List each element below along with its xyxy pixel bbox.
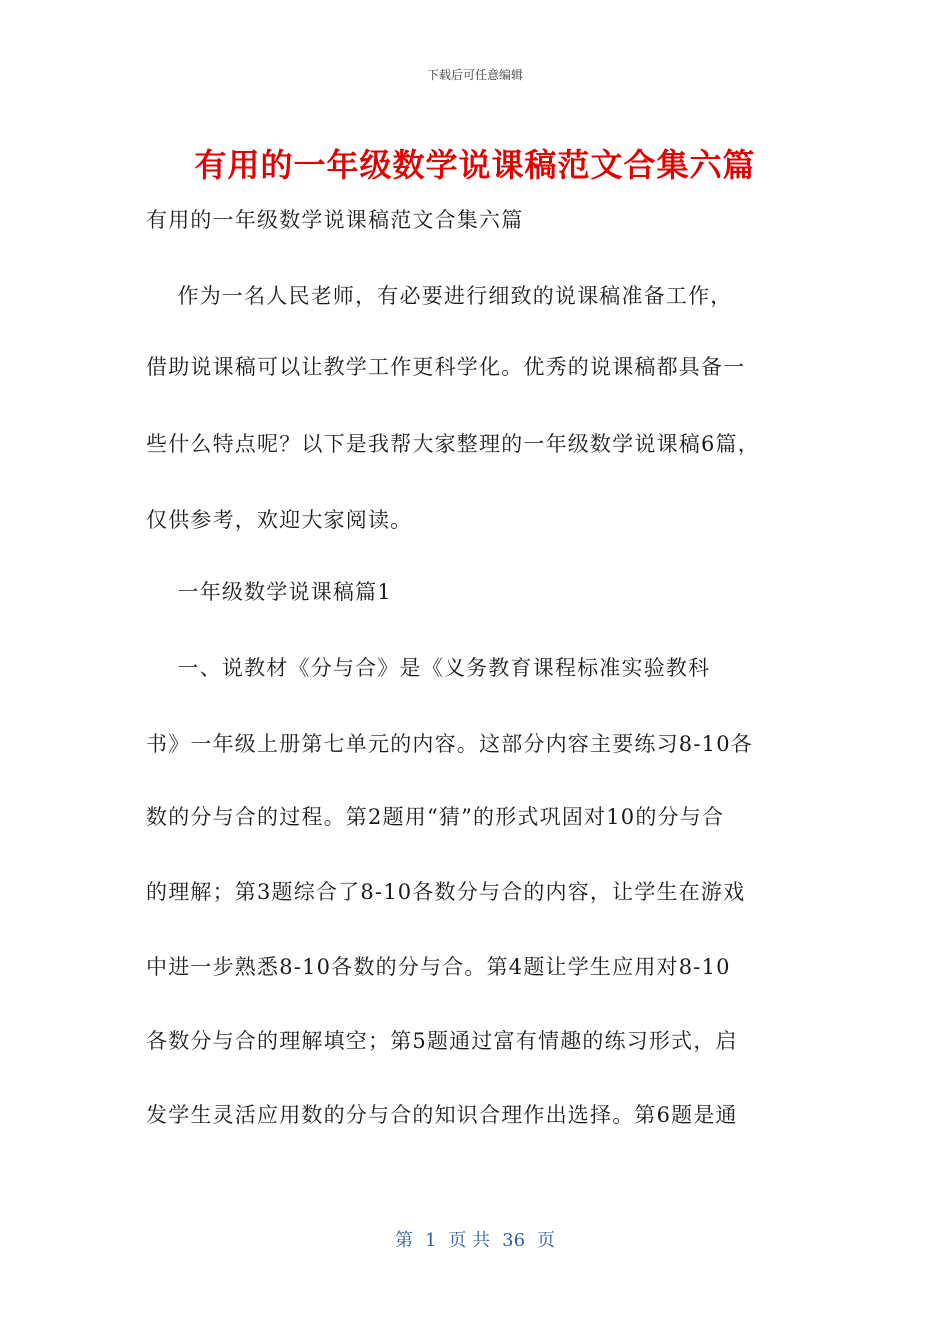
body-line-12: 各数分与合的理解填空；第5题通过富有情趣的练习形式，启 (146, 1029, 738, 1053)
body-line-10: 的理解；第3题综合了8-10各数分与合的内容，让学生在游戏 (146, 880, 746, 904)
footer-suffix: 页 (537, 1230, 556, 1251)
footer-prefix: 第 (394, 1230, 413, 1251)
page-footer (0, 1226, 950, 1252)
footer-page-number: 1 (424, 1230, 437, 1251)
body-line-1: 有用的一年级数学说课稿范文合集六篇 (146, 208, 524, 232)
body-line-5: 仅供参考，欢迎大家阅读。 (146, 508, 413, 532)
document-title: 有用的一年级数学说课稿范文合集六篇 (194, 146, 756, 184)
footer-total-pages: 36 (502, 1230, 526, 1251)
header-note: 下载后可任意编辑 (426, 68, 523, 82)
body-line-6: 一年级数学说课稿篇1 (146, 580, 392, 604)
body-line-8: 书》一年级上册第七单元的内容。这部分内容主要练习8-10各 (146, 732, 753, 756)
body-line-3: 借助说课稿可以让教学工作更科学化。优秀的说课稿都具备一 (146, 355, 746, 379)
body-line-2: 作为一名人民老师，有必要进行细致的说课稿准备工作， (146, 284, 733, 308)
body-line-4: 些什么特点呢？以下是我帮大家整理的一年级数学说课稿6篇， (146, 432, 760, 456)
body-line-9: 数的分与合的过程。第2题用“猜”的形式巩固对10的分与合 (146, 805, 725, 829)
footer-middle: 页 共 (448, 1230, 491, 1251)
body-line-11: 中进一步熟悉8-10各数的分与合。第4题让学生应用对8-10 (146, 955, 731, 979)
body-line-13: 发学生灵活应用数的分与合的知识合理作出选择。第6题是通 (146, 1103, 738, 1127)
body-line-7: 一、说教材《分与合》是《义务教育课程标准实验教科 (146, 656, 711, 680)
